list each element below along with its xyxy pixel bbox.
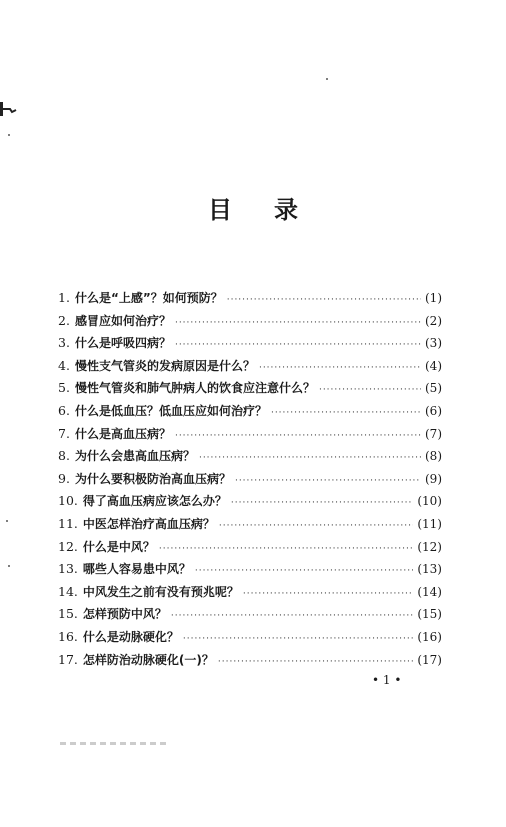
entry-number: 13. (58, 561, 78, 577)
binding-mark (0, 100, 18, 120)
entry-title: 什么是动脉硬化？ (82, 629, 179, 644)
entry-number: 4. (58, 357, 70, 373)
entry-number: 15. (58, 606, 78, 622)
entry-title: 为什么要积极防治高血压病？ (74, 471, 231, 486)
entry-number: 7. (58, 425, 70, 441)
entry-title: 为什么会患高血压病？ (74, 449, 195, 464)
entry-page: (3) (425, 336, 442, 351)
toc-entry[interactable] (58, 425, 442, 448)
entry-number: 16. (58, 628, 78, 644)
entry-title: 得了高血压病应该怎么办？ (82, 494, 227, 509)
speck (6, 520, 8, 522)
title-char-1: 目 (208, 196, 232, 224)
toc-entry[interactable] (58, 538, 442, 561)
toc-entry[interactable] (58, 560, 442, 583)
entry-number: 8. (58, 448, 70, 464)
entry-page: (10) (417, 494, 442, 509)
entry-title: 怎样防治动脉硬化(一)？ (82, 652, 214, 667)
entry-page: (13) (417, 562, 442, 577)
entry-page: (17) (417, 652, 442, 667)
page-number: • 1 • (372, 673, 402, 687)
entry-title: 怎样预防中风？ (82, 607, 167, 622)
dot-leader (175, 340, 421, 350)
speck (8, 134, 10, 136)
toc-entry[interactable] (58, 334, 442, 357)
entry-number: 1. (58, 290, 70, 305)
dot-leader (219, 521, 413, 531)
entry-page: (5) (425, 381, 442, 396)
dot-leader (175, 431, 421, 441)
page-title (0, 190, 506, 225)
speck (8, 565, 10, 567)
entry-title: 什么是低血压？低血压应如何治疗？ (74, 403, 267, 418)
entry-title: 什么是“上感”？如何预防？ (74, 291, 223, 305)
entry-page: (16) (417, 629, 442, 644)
speck (326, 78, 328, 80)
entry-number: 10. (58, 493, 78, 509)
entry-page: (11) (417, 516, 442, 531)
entry-page: (6) (425, 403, 442, 418)
entry-number: 9. (58, 470, 70, 486)
table-of-contents (58, 289, 442, 673)
dot-leader (235, 476, 421, 486)
dot-leader (195, 566, 413, 576)
entry-title: 什么是高血压病？ (74, 426, 171, 441)
dot-leader (227, 295, 421, 305)
toc-entry[interactable] (58, 583, 442, 606)
entry-page: (14) (417, 584, 442, 599)
entry-page: (15) (417, 607, 442, 622)
entry-page: (9) (425, 471, 442, 486)
toc-entry[interactable] (58, 447, 442, 470)
entry-page: (7) (425, 426, 442, 441)
entry-number: 14. (58, 583, 78, 599)
title-char-2: 录 (274, 196, 298, 224)
dot-leader (271, 408, 421, 418)
entry-title: 哪些人容易患中风？ (82, 562, 191, 577)
dot-leader (231, 498, 413, 508)
toc-entry[interactable] (58, 470, 442, 493)
entry-title: 慢性支气管炎的发病原因是什么？ (74, 358, 255, 373)
page-smudge (60, 742, 170, 745)
dot-leader (218, 657, 413, 667)
toc-entry[interactable] (58, 515, 442, 538)
entry-page: (1) (425, 291, 442, 305)
entry-number: 6. (58, 402, 70, 418)
entry-number: 3. (58, 335, 70, 351)
entry-title: 中风发生之前有没有预兆呢？ (82, 584, 239, 599)
toc-entry[interactable] (58, 402, 442, 425)
dot-leader (243, 589, 413, 599)
entry-page: (12) (417, 539, 442, 554)
entry-title: 什么是呼吸四病？ (74, 336, 171, 351)
entry-title: 中医怎样治疗高血压病？ (82, 516, 215, 531)
entry-number: 2. (58, 312, 70, 328)
entry-title: 什么是中风？ (82, 539, 155, 554)
toc-entry[interactable] (58, 628, 442, 651)
entry-page: (8) (425, 449, 442, 464)
toc-entry[interactable] (58, 289, 442, 312)
dot-leader (175, 318, 421, 328)
entry-title: 慢性气管炎和肺气肿病人的饮食应注意什么？ (74, 381, 315, 396)
toc-entry[interactable] (58, 379, 442, 402)
toc-entry[interactable] (58, 492, 442, 515)
dot-leader (319, 385, 421, 395)
dot-leader (171, 611, 413, 621)
entry-number: 17. (58, 651, 78, 667)
toc-entry[interactable] (58, 357, 442, 380)
toc-entry[interactable] (58, 605, 442, 628)
entry-page: (4) (425, 358, 442, 373)
dot-leader (259, 363, 421, 373)
toc-entry[interactable] (58, 651, 442, 674)
entry-page: (2) (425, 313, 442, 328)
dot-leader (199, 453, 421, 463)
entry-number: 12. (58, 538, 78, 554)
dot-leader (183, 634, 413, 644)
toc-entry[interactable] (58, 312, 442, 335)
entry-title: 感冒应如何治疗？ (74, 313, 171, 328)
entry-number: 11. (58, 515, 78, 531)
entry-number: 5. (58, 380, 70, 396)
dot-leader (159, 544, 413, 554)
